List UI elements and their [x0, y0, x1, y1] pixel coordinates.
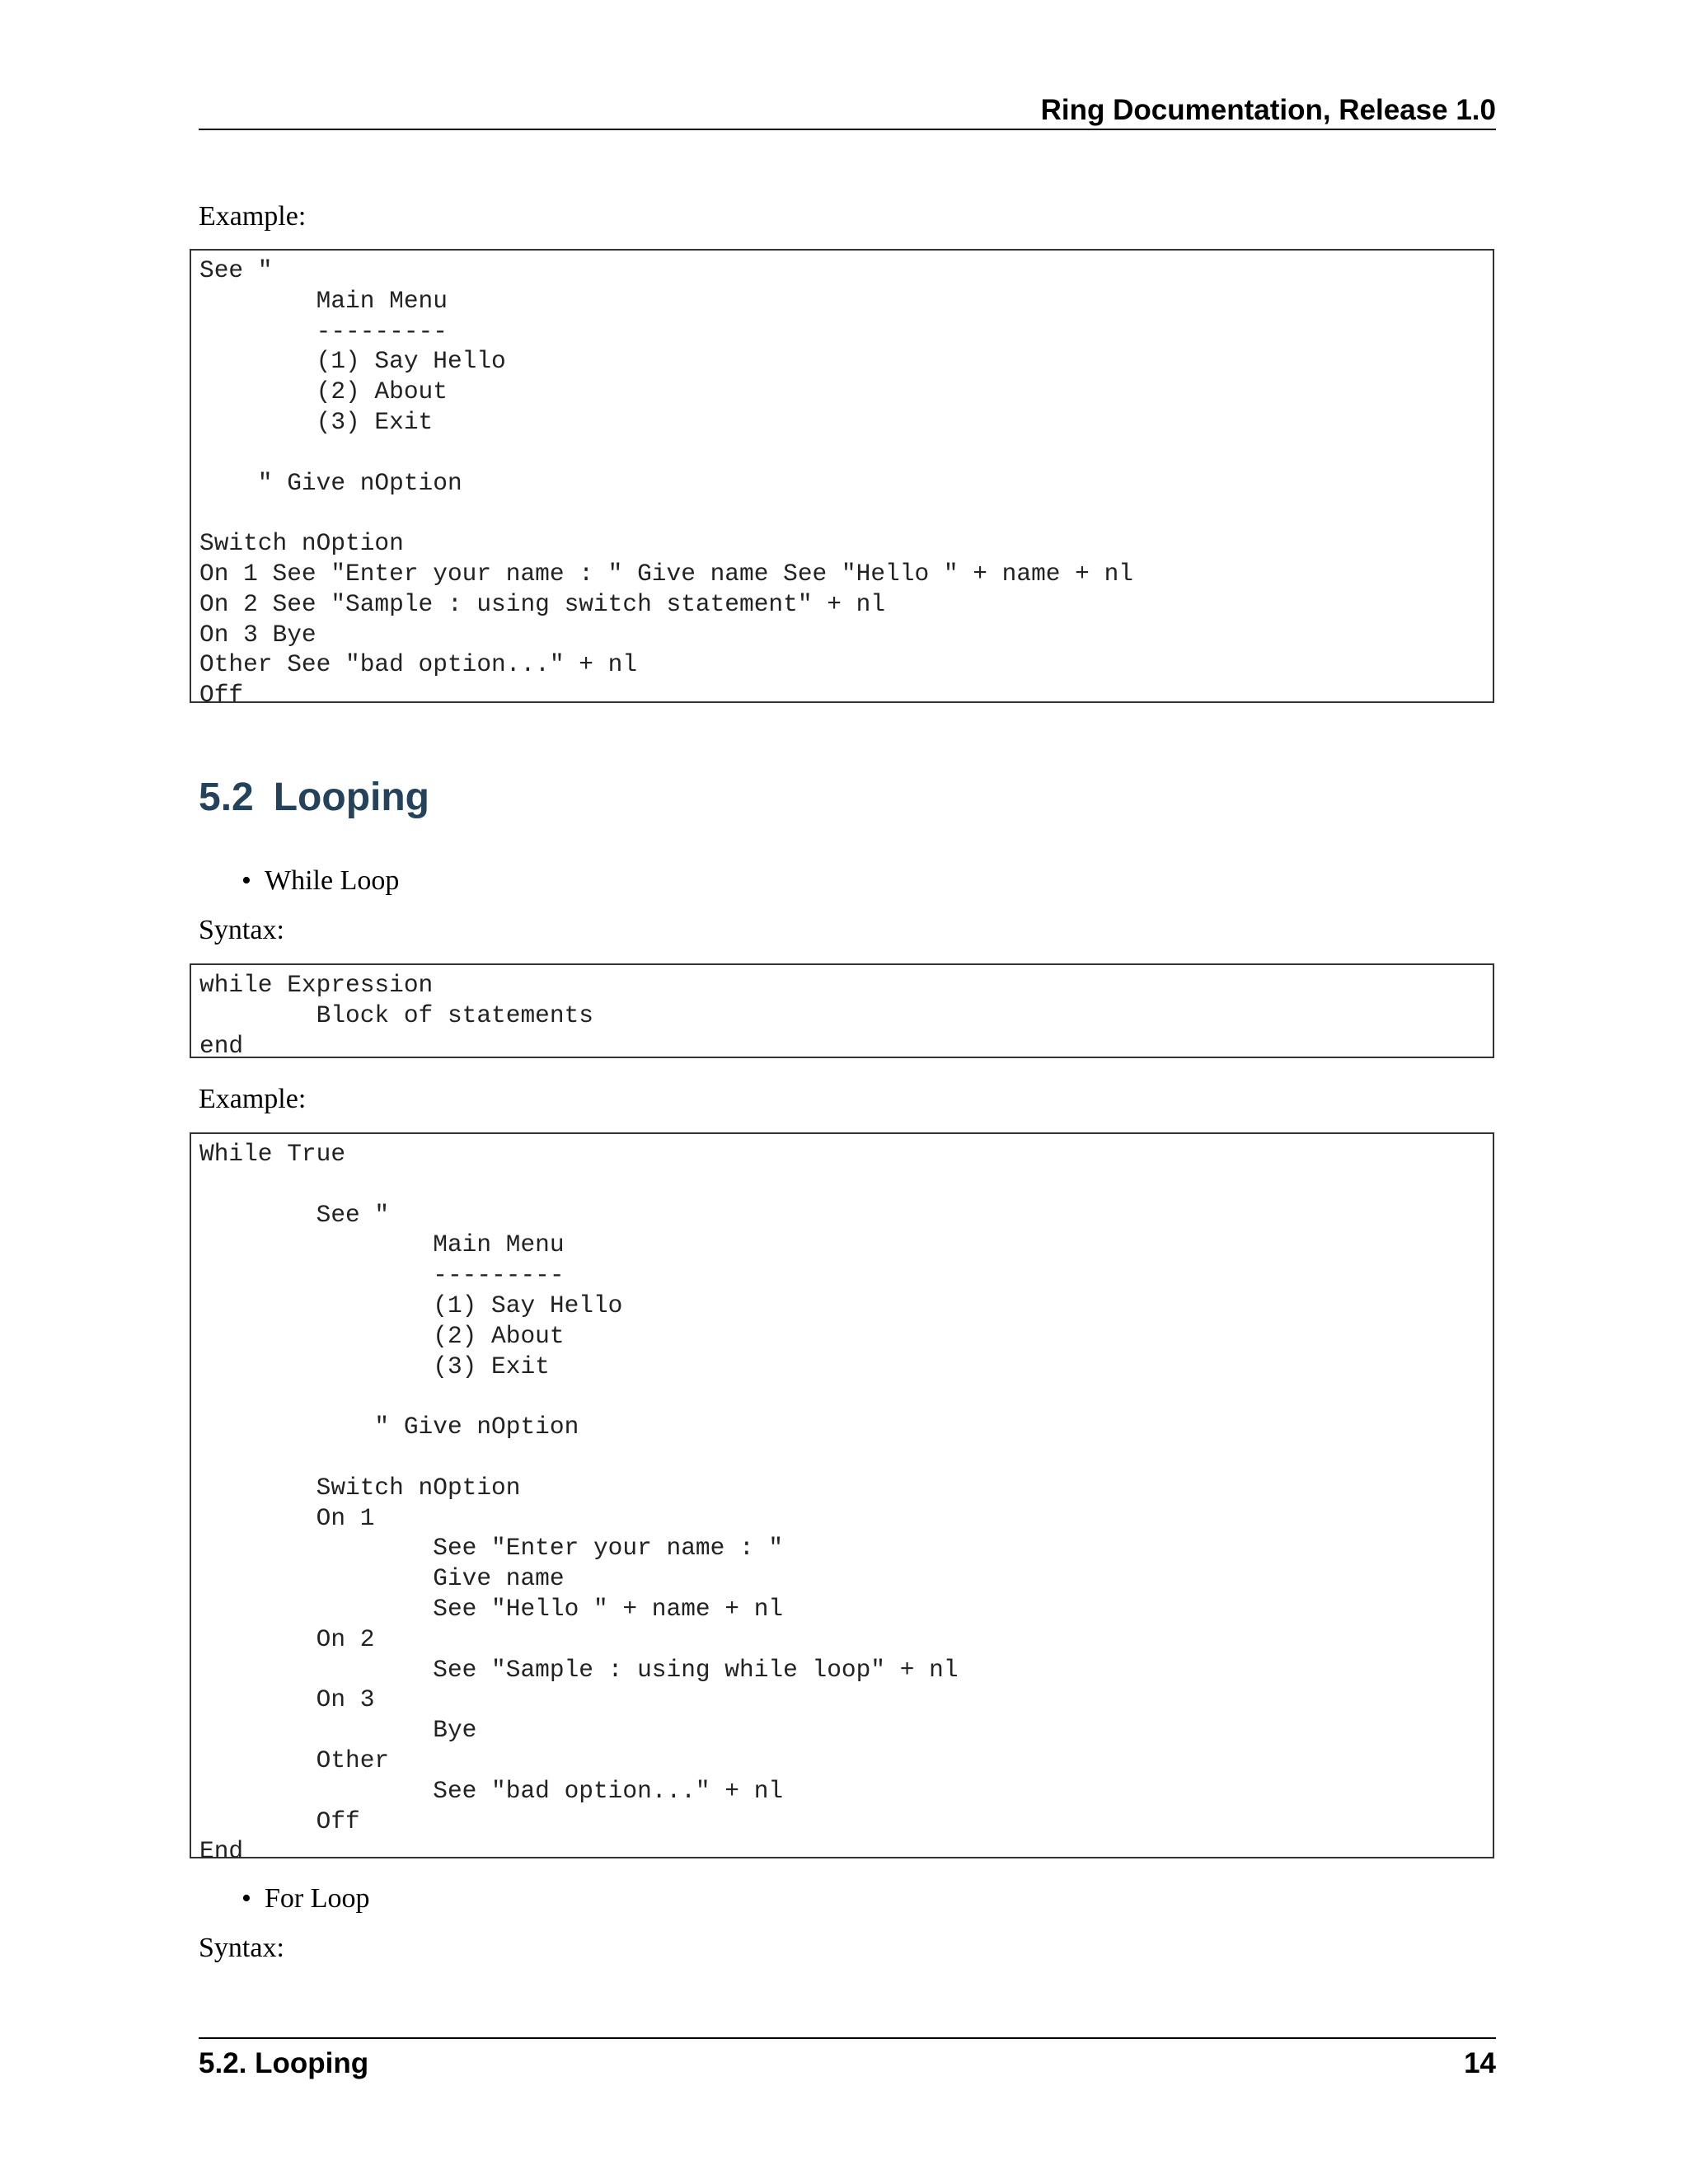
bullet-item-while-loop [241, 865, 399, 898]
section-title-text: Looping [273, 776, 429, 819]
code-text: While True See " Main Menu --------- (1) Say Hello (2) About (3) Exit " Give nOption Switch nOption On 1 See "Enter your name : " Give name See "Hello " + name + nl On 2 See "Sample : using while loop" + nl On 3 Bye Other See "bad option..." + nl Off End [199, 1140, 959, 1866]
bullet-icon: • [241, 865, 251, 896]
section-number: 5.2 [199, 776, 254, 819]
example-label: Example: [199, 201, 307, 232]
code-block-while-example [190, 1132, 1494, 1866]
code-block-while-syntax [190, 963, 1494, 1058]
running-footer [199, 2037, 1496, 2082]
code-block-switch-example [190, 249, 1494, 710]
header-title: Ring Documentation, Release 1.0 [1040, 94, 1496, 126]
code-text: while Expression Block of statements end [199, 971, 593, 1060]
page-number: 14 [1464, 2047, 1496, 2079]
bullet-item-for-loop [241, 1882, 370, 1915]
syntax-label: Syntax: [199, 1933, 284, 1963]
running-header [199, 92, 1496, 130]
example-label: Example: [199, 1084, 307, 1114]
bullet-text: While Loop [265, 865, 400, 896]
section-heading [199, 775, 429, 821]
bullet-icon: • [241, 1883, 251, 1914]
syntax-label: Syntax: [199, 915, 284, 945]
bullet-text: For Loop [265, 1883, 370, 1914]
footer-section: 5.2. Looping [199, 2047, 369, 2079]
code-text: See " Main Menu --------- (1) Say Hello (2) About (3) Exit " Give nOption Switch nOption On 1 See "Enter your name : " Give name See "Hello " + name + nl On 2 See "Sample : using switch statement" + nl On 3 Bye Other See "bad option..." + nl Off [199, 256, 1133, 710]
